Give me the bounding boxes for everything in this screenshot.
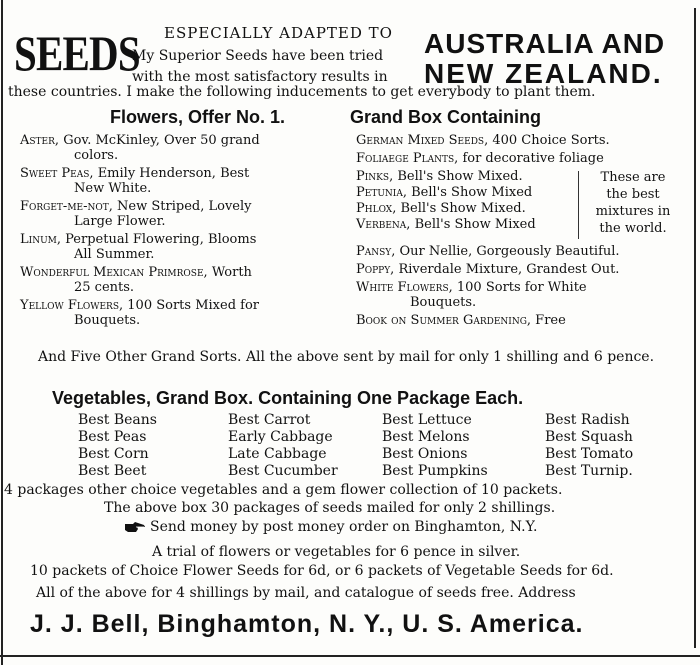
all-above-line: All of the above for 4 shillings by mail, and catalogue of seeds free. Address [36,585,576,601]
list-item: Foliaege Plants, for decorative foliage [356,151,604,166]
grand-box-heading: Grand Box Containing [350,107,541,127]
intro-line-3: with the most satisfactory results in [132,69,388,85]
country-australia: AUSTRALIA AND [424,28,666,59]
grand-box-list [356,133,676,331]
list-item: Wonderful Mexican Primrose, Worth 25 cents. [20,265,252,295]
list-item: German Mixed Seeds, 400 Choice Sorts. [356,133,610,148]
list-item: Late Cabbage [228,446,327,462]
list-item: Book on Summer Gardening, Free [356,313,566,328]
list-item: Pansy, Our Nellie, Gorgeously Beautiful. [356,244,620,259]
list-item: Best Cucumber [228,463,338,479]
trial-line: A trial of flowers or vegetables for 6 pence in silver. [152,544,521,560]
list-item: Best Carrot [228,412,311,428]
five-sorts-line: And Five Other Grand Sorts. All the above sent by mail for only 1 shilling and 6 pence. [37,349,655,365]
packages-line: 4 packages other choice vegetables and a gem flower collection of 10 packets. [4,482,563,498]
list-item: Yellow Flowers, 100 Sorts Mixed for Bouquets. [20,298,260,328]
list-item: Pinks, Bell's Show Mixed. [356,169,523,184]
money-order-line [124,519,537,535]
vegetables-column [382,412,488,480]
list-item: Linum, Perpetual Flowering, Blooms All Summer. [20,232,257,262]
list-item: Best Lettuce [382,412,472,428]
list-item: Sweet Peas, Emily Henderson, Best New White. [20,166,250,196]
list-item: Best Peas [78,429,147,445]
list-item: Forget-me-not, New Striped, Lovely Large Flower. [20,199,252,229]
list-item: Best Turnip. [545,463,633,479]
list-item: Best Onions [382,446,468,462]
address-signature: J. J. Bell, Binghamton, N. Y., U. S. America. [30,610,584,638]
flowers-heading: Flowers, Offer No. 1. [110,107,286,127]
list-item: Best Melons [382,429,470,445]
seeds-title: SEEDS [14,25,140,81]
border-right [694,8,696,648]
flowers-list [20,133,340,331]
list-item: Best Pumpkins [382,463,488,479]
list-item: Best Beet [78,463,147,479]
especially-adapted: ESPECIALLY ADAPTED TO [164,24,393,42]
list-item: Best Beans [78,412,157,428]
header [14,18,680,88]
vegetables-heading: Vegetables, Grand Box. Containing One Package Each. [52,388,524,408]
list-item: Best Radish [545,412,630,428]
pointing-hand-icon [124,521,146,533]
list-item: Aster, Gov. McKinley, Over 50 grand colors. [20,133,260,163]
list-item: Best Corn [78,446,149,462]
list-item: Petunia, Bell's Show Mixed [356,185,533,200]
intro-line-4: these countries. I make the following inducements to get everybody to plant them. [8,84,596,100]
money-order-text: Send money by post money order on Binghamton, N.Y. [150,519,538,535]
mixed-note: These are the best mixtures in the world. [595,170,671,236]
border-bottom [0,655,700,657]
vegetables-column [228,412,338,480]
list-item: Verbena, Bell's Show Mixed [356,217,536,232]
ten-packets-line: 10 packets of Choice Flower Seeds for 6d, or 6 packets of Vegetable Seeds for 6d. [30,563,614,579]
box-30-line: The above box 30 packages of seeds mailed for only 2 shillings. [104,500,556,516]
list-item: Early Cabbage [228,429,333,445]
list-item: Best Tomato [545,446,634,462]
intro-line-2: My Superior Seeds have been tried [132,48,384,64]
show-mixed-group [356,169,676,241]
vegetables-column [545,412,633,480]
border-left [1,0,3,665]
country-new-zealand: NEW ZEALAND. [424,58,663,89]
divider [578,171,579,239]
list-item: Best Squash [545,429,633,445]
list-item: Phlox, Bell's Show Mixed. [356,201,526,216]
list-item: Poppy, Riverdale Mixture, Grandest Out. [356,262,620,277]
show-mixed-list [356,169,578,233]
vegetables-column [78,412,157,480]
list-item: White Flowers, 100 Sorts for White Bouquets. [356,280,587,310]
